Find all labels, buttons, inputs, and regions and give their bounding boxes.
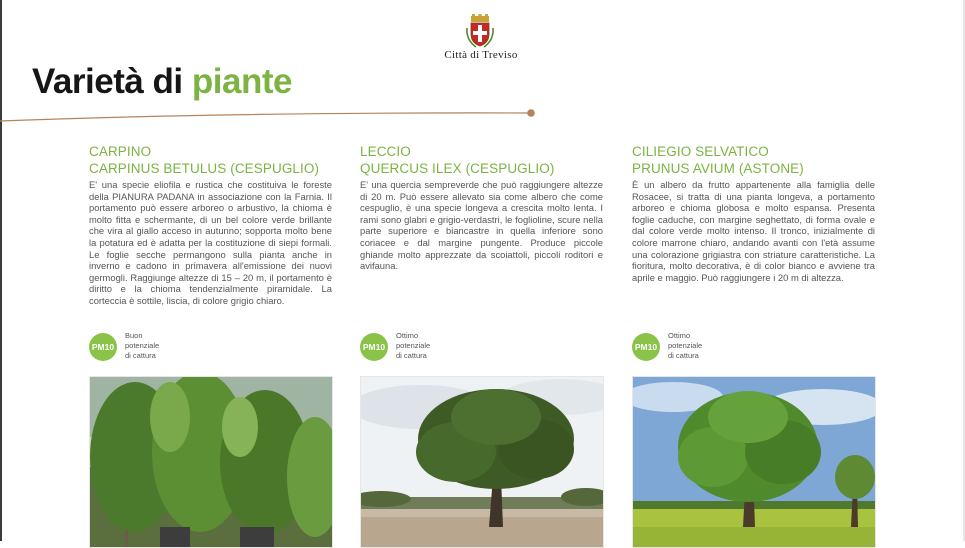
plant-card-leccio bbox=[360, 143, 603, 360]
page-left-edge bbox=[0, 0, 2, 541]
capture-rating bbox=[89, 331, 185, 361]
capture-label bbox=[668, 331, 728, 361]
capture-line: di cattura bbox=[125, 351, 156, 360]
plant-latin-name: CARPINUS BETULUS (CESPUGLIO) bbox=[89, 161, 320, 176]
capture-rating bbox=[360, 331, 456, 361]
plant-card-ciliegio-selvatico bbox=[632, 143, 875, 360]
pm10-badge: PM10 bbox=[360, 333, 388, 361]
capture-label bbox=[396, 331, 456, 361]
plant-description: È un albero da frutto appartenente alla famiglia delle Rosacee, si tratta di una pianta longeva, a portamento arboreo e chioma globosa e molto espansa. Presenta foglie caduche, con margine seghettato, di forma ovale e dal colore verde molto intenso. Il tronco, inizialmente di colore marrone chiaro, andando avanti con l'età assume una colorazione grigiastra con striature caratteristiche. La fioritura, molto decorativa, è di color bianco e avviene tra aprile e maggio. Può raggiungere i 20 m di altezza. bbox=[632, 179, 875, 283]
pm10-badge: PM10 bbox=[89, 333, 117, 361]
capture-line: Ottimo bbox=[396, 331, 419, 340]
capture-label bbox=[125, 331, 185, 361]
plant-card-carpino bbox=[89, 143, 332, 360]
capture-line: potenziale bbox=[125, 341, 160, 350]
plant-common-name: LECCIO bbox=[360, 144, 411, 159]
plant-description: E' una specie eliofila e rustica che costituiva le foreste della PIANURA PADANA in associazione con la Farnia. Il portamento può essere arboreo o arbustivo, la chioma è molto fitta e schermante, di un bel colore verde brillante che vira al giallo acceso in autunno; sopporta molto bene la potatura ed è adatta per la costituzione di siepi formali. Le foglie secche permangono sulla pianta anche in inverno e cadono in primavera all'emissione dei nuovi germogli. Raggiunge altezze di 15 – 20 m, il portamento è diritto e la chioma tendenzialmente piramidale. La corteccia è sottile, liscia, di colore grigio chiaro. bbox=[89, 179, 332, 306]
pm10-badge: PM10 bbox=[632, 333, 660, 361]
page-title bbox=[32, 62, 292, 102]
capture-line: Buon bbox=[125, 331, 143, 340]
title-underline-rule bbox=[0, 100, 540, 130]
capture-line: di cattura bbox=[396, 351, 427, 360]
title-accent: piante bbox=[191, 62, 292, 101]
capture-line: di cattura bbox=[668, 351, 699, 360]
plant-common-name: CILIEGIO SELVATICO bbox=[632, 144, 769, 159]
city-crest-icon bbox=[466, 14, 494, 48]
capture-line: potenziale bbox=[668, 341, 703, 350]
plant-description: E' una quercia sempreverde che può raggiungere altezze di 20 m. Può essere allevato sia come albero che come cespuglio, è una specie longeva a crescita molto lenta. I rami sono glabri e grigio-verdastri, le foglioline, scure nella parte superiore e biancastre in quella inferiore sono coriacee e dal margine pungente. Produce piccole ghiande molto apprezzate da scoiattoli, piccoli roditori e avifauna. bbox=[360, 179, 603, 272]
city-name: Città di Treviso bbox=[444, 49, 518, 61]
plant-photo-ciliegio bbox=[632, 376, 876, 548]
plant-photo-carpino bbox=[89, 376, 333, 548]
title-main: Varietà di bbox=[32, 62, 183, 101]
plant-latin-name: PRUNUS AVIUM (ASTONE) bbox=[632, 161, 804, 176]
capture-line: Ottimo bbox=[668, 331, 691, 340]
plant-photo-leccio bbox=[360, 376, 604, 548]
capture-line: potenziale bbox=[396, 341, 431, 350]
capture-rating bbox=[632, 331, 728, 361]
plant-latin-name: QUERCUS ILEX (CESPUGLIO) bbox=[360, 161, 555, 176]
plant-common-name: CARPINO bbox=[89, 144, 152, 159]
